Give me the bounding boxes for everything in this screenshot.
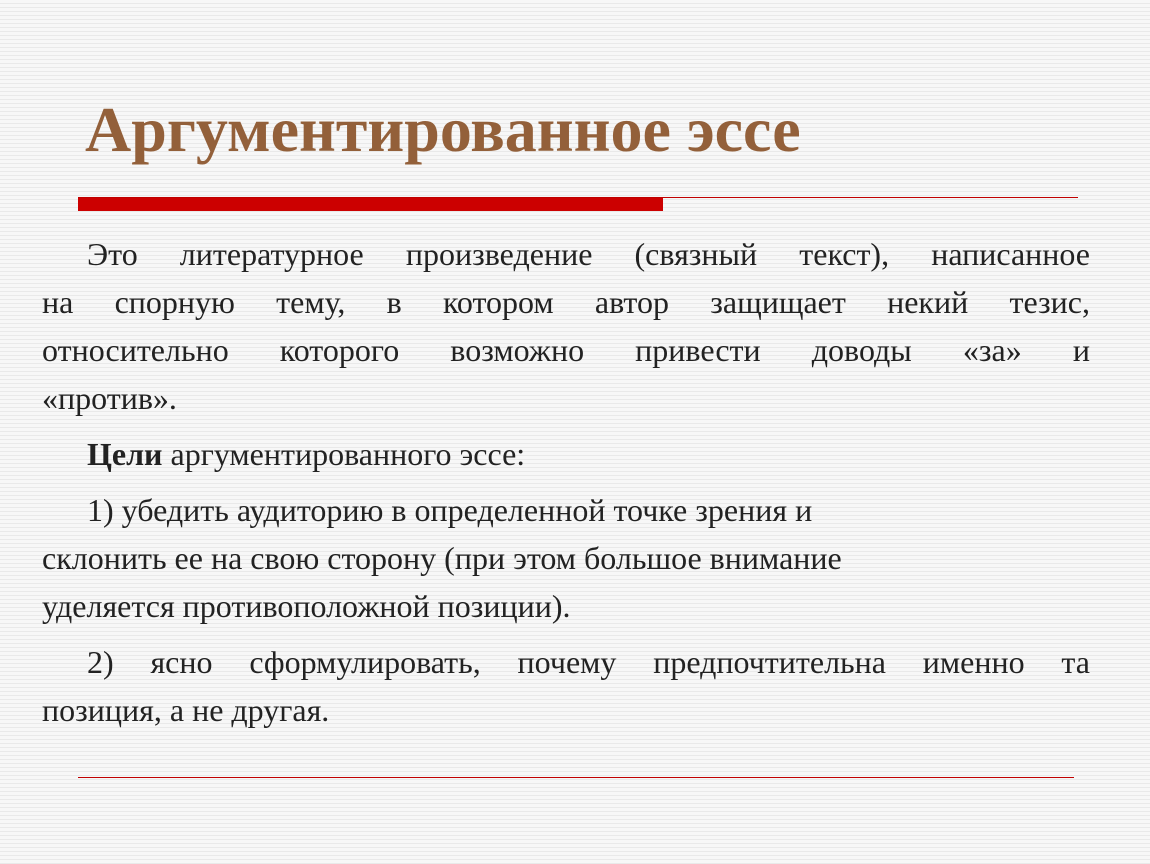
- definition-line-3: относительно которого возможно привести доводы «за» и: [42, 332, 1090, 368]
- title-divider-thick: [78, 198, 663, 211]
- goals-label-bold: Цели: [87, 436, 163, 472]
- footer-divider: [78, 777, 1074, 778]
- goal1-line-2: склонить ее на свою сторону (при этом большое внимание: [42, 540, 842, 576]
- slide-title: Аргументированное эссе: [85, 94, 801, 165]
- goals-heading-line: [42, 430, 1090, 478]
- goal-item-2: [42, 638, 1090, 734]
- goal2-line-2: позиция, а не другая.: [42, 692, 330, 728]
- definition-line-2: на спорную тему, в котором автор защищает некий тезис,: [42, 284, 1090, 320]
- goal-item-1: [42, 486, 1090, 630]
- goal1-line-1: 1) убедить аудиторию в определенной точке зрения и: [87, 492, 813, 528]
- goals-label-rest: аргументированного эссе:: [162, 436, 526, 472]
- slide-body: [42, 230, 1090, 742]
- goals-heading: [42, 430, 1090, 478]
- definition-line-4: «против».: [42, 380, 177, 416]
- definition-paragraph: [42, 230, 1090, 422]
- goal2-line-1: 2) ясно сформулировать, почему предпочтительна именно та: [87, 644, 1090, 680]
- definition-line-1: Это литературное произведение (связный текст), написанное: [87, 236, 1090, 272]
- goal1-line-3: уделяется противоположной позиции).: [42, 588, 571, 624]
